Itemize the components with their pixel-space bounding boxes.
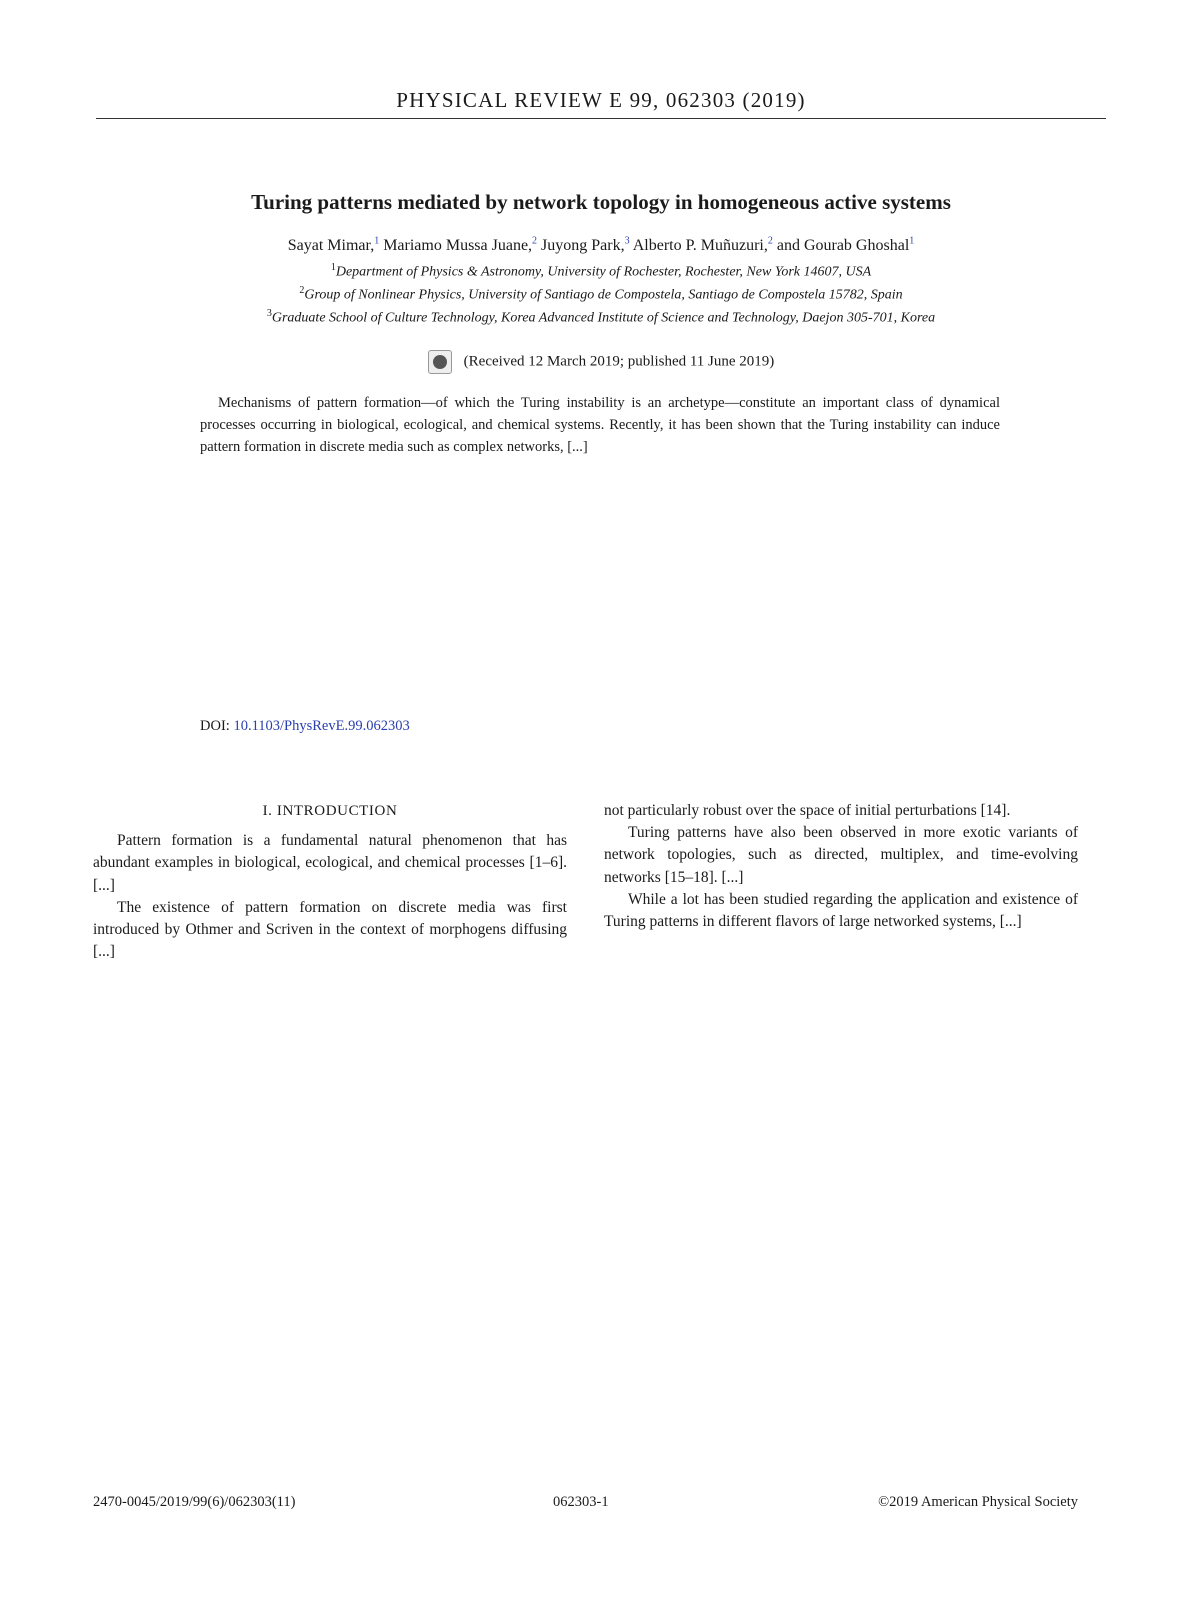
check-for-updates-icon[interactable] xyxy=(428,350,452,374)
received-line: (Received 12 March 2019; published 11 June 2019) xyxy=(96,350,1106,374)
paragraph: Pattern formation is a fundamental natural phenomenon that has abundant examples in biological, ecological, and chemical processes [1–6]. [...] xyxy=(93,832,567,894)
affil-marker[interactable]: 1 xyxy=(909,236,915,247)
affil-marker[interactable]: 1 xyxy=(374,236,380,247)
paragraph: Turing patterns have also been observed in more exotic variants of network topologies, such as directed, multiplex, and time-evolving networks [15–18]. [...] xyxy=(604,824,1078,886)
copyright: ©2019 American Physical Society xyxy=(878,1494,1078,1510)
paragraph: The existence of pattern formation on discrete media was first introduced by Othmer and Scriven in the context of morphogens diffusing [...] xyxy=(93,898,567,961)
author[interactable]: Juyong Park,$^3$ xyxy=(541,236,630,255)
right-column xyxy=(604,800,1078,933)
paragraph: not particularly robust over the space of initial perturbations [14]. xyxy=(604,802,1011,819)
running-head: PHYSICAL REVIEW E 99, 062303 (2019) xyxy=(396,88,806,112)
author[interactable]: and Gourab Ghoshal$^1$ xyxy=(776,236,915,255)
section-heading: I. INTRODUCTION xyxy=(262,803,398,819)
doi-link[interactable]: 10.1103/PhysRevE.99.062303 xyxy=(233,718,410,734)
author-list xyxy=(96,236,1106,255)
affiliation: $^3$Graduate School of Culture Technology, Korea Advanced Institute of Science and Technology, Daejon 305-701, Korea xyxy=(266,308,936,326)
author[interactable]: Alberto P. Muñuzuri,$^2$ xyxy=(632,236,773,255)
paragraph: While a lot has been studied regarding the application and existence of Turing patterns in different flavors of large networked systems, [...] xyxy=(604,890,1078,931)
affil-marker[interactable]: 3 xyxy=(624,236,630,247)
affiliation: $^1$Department of Physics & Astronomy, University of Rochester, Rochester, New York 14607, USA xyxy=(330,262,872,280)
affiliation: $^2$Group of Nonlinear Physics, University of Santiago de Compostela, Santiago de Compostela 15782, Spain xyxy=(299,285,903,303)
doi-line: DOI: 10.1103/PhysRevE.99.062303 xyxy=(200,718,410,734)
left-column xyxy=(93,800,567,963)
author[interactable]: Mariamo Mussa Juane,$^2$ xyxy=(383,236,538,255)
footer-identifier: 2470-0045/2019/99(6)/062303(11) xyxy=(93,1494,296,1510)
paper-title: Turing patterns mediated by network topology in homogeneous active systems xyxy=(251,190,951,214)
abstract xyxy=(200,392,1000,459)
header-rule xyxy=(96,118,1106,119)
page-number: 062303-1 xyxy=(553,1494,609,1510)
abstract-text: Mechanisms of pattern formation—of which the Turing instability is an archetype—constitute an important class of dynamical processes occurring in biological, ecological, and chemical systems. Recently, it has been shown that the Turing instability can induce pattern formation in discrete media such as complex networks, [...] xyxy=(200,395,1000,456)
author[interactable]: Sayat Mimar,$^1$ xyxy=(287,236,380,255)
affil-marker[interactable]: 2 xyxy=(532,236,538,247)
affil-marker[interactable]: 2 xyxy=(767,236,773,247)
